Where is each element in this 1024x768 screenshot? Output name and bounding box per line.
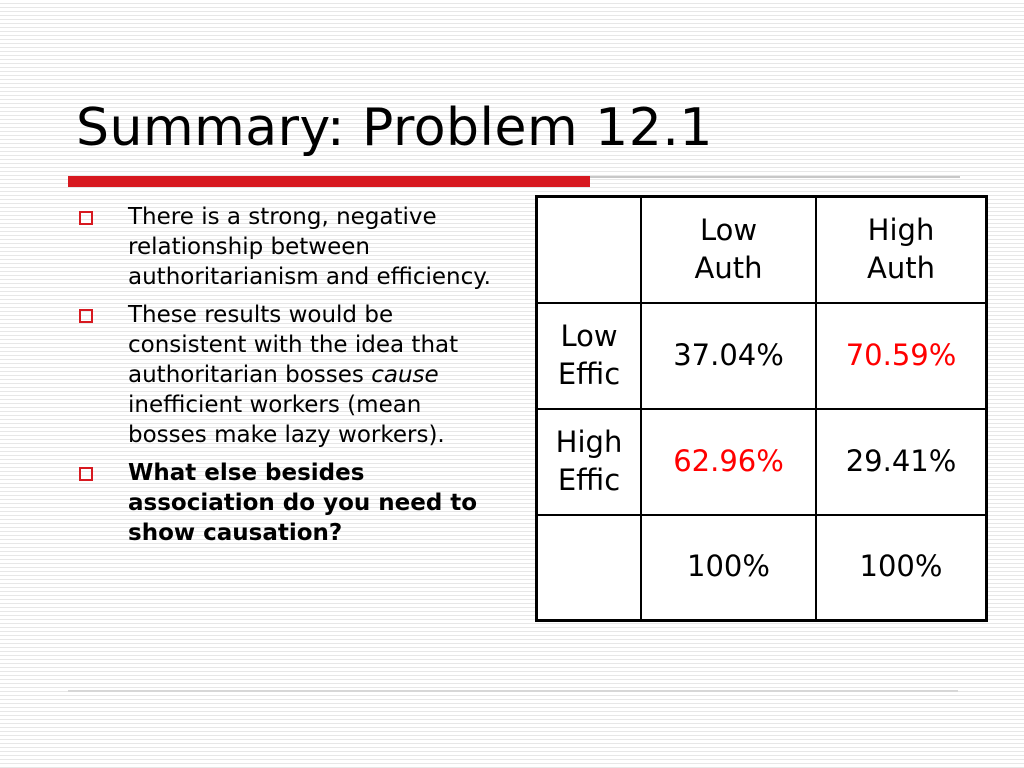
title-underline-red xyxy=(68,176,590,187)
table-header-cell: Low Auth xyxy=(641,197,816,303)
table-row-label: Low Effic xyxy=(537,303,642,409)
bullet-text-before: These results would be consistent with the idea that authoritarian bosses xyxy=(128,302,459,388)
bullet-item xyxy=(76,202,506,292)
bullet-text-question: What else besides association do you need to show causation? xyxy=(128,460,478,546)
table-total-cell: 100% xyxy=(816,515,987,621)
table-header-row xyxy=(537,197,987,303)
table-total-row xyxy=(537,515,987,621)
table-row xyxy=(537,303,987,409)
bullet-text-italic: cause xyxy=(371,362,439,388)
table-row-label-empty xyxy=(537,515,642,621)
crosstab-table xyxy=(535,195,988,622)
table-row xyxy=(537,409,987,515)
table-cell: 37.04% xyxy=(641,303,816,409)
slide-title: Summary: Problem 12.1 xyxy=(76,98,713,158)
bullet-item xyxy=(76,458,506,548)
square-bullet-icon xyxy=(79,211,93,225)
footer-divider xyxy=(68,690,958,692)
square-bullet-icon xyxy=(79,467,93,481)
table-corner-cell xyxy=(537,197,642,303)
table-cell-highlight: 70.59% xyxy=(816,303,987,409)
table-cell-highlight: 62.96% xyxy=(641,409,816,515)
square-bullet-icon xyxy=(79,309,93,323)
table-row-label: High Effic xyxy=(537,409,642,515)
table-total-cell: 100% xyxy=(641,515,816,621)
bullet-list xyxy=(76,202,506,556)
bullet-text: There is a strong, negative relationship between authoritarianism and efficiency. xyxy=(128,204,491,290)
bullet-text-after: inefficient workers (mean bosses make lazy workers). xyxy=(128,392,445,448)
bullet-item xyxy=(76,300,506,450)
title-underline-gray xyxy=(590,176,960,178)
table-cell: 29.41% xyxy=(816,409,987,515)
table-header-cell: High Auth xyxy=(816,197,987,303)
